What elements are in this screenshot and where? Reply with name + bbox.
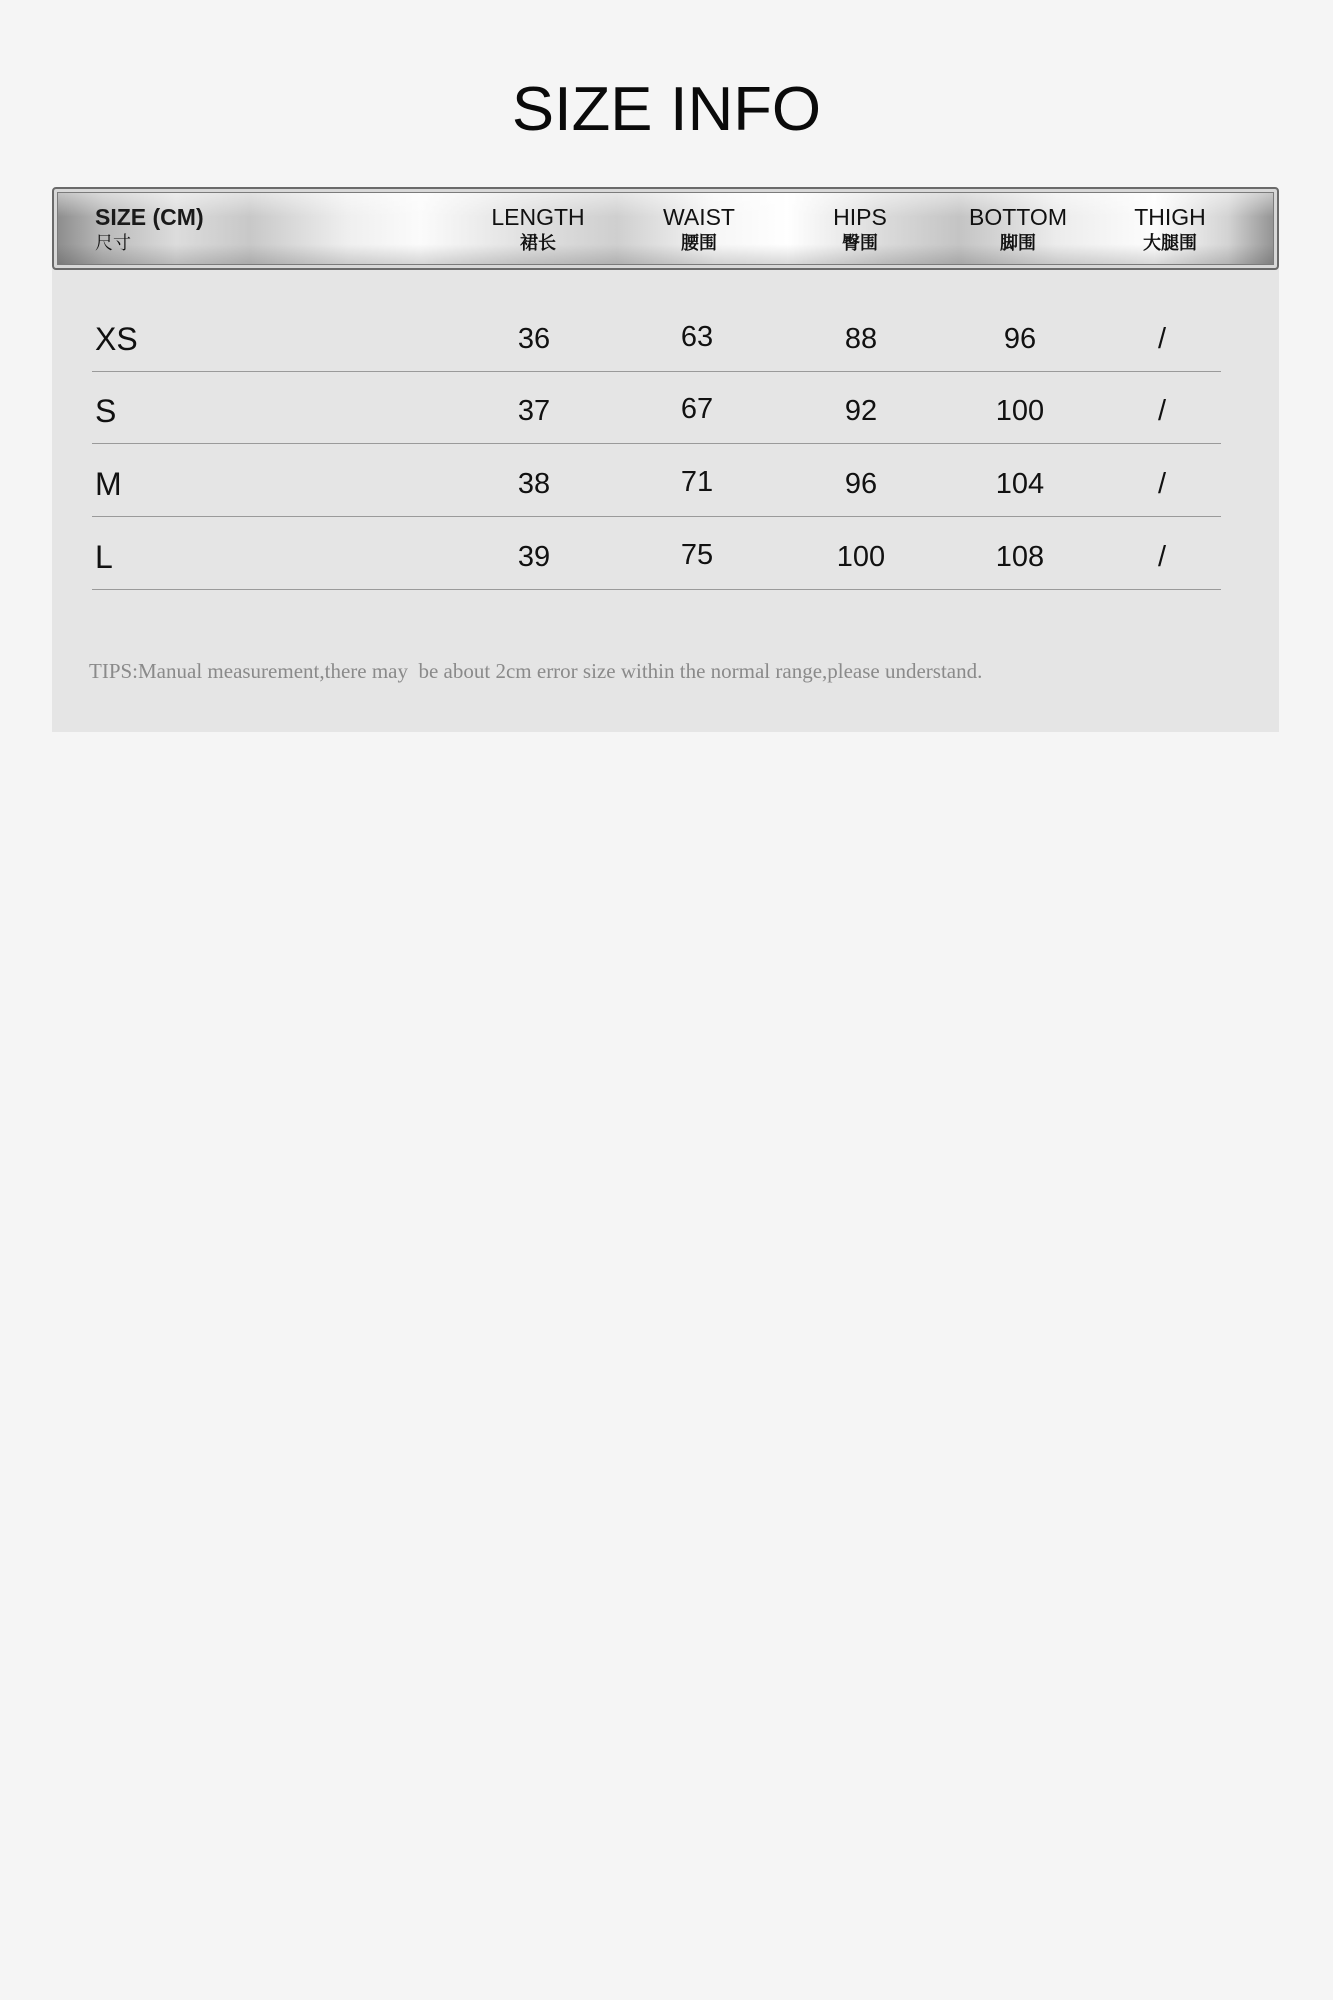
page-title: SIZE INFO bbox=[511, 75, 822, 144]
header-size-zh: 尺寸 bbox=[95, 233, 131, 254]
header-hips-en: HIPS bbox=[833, 204, 887, 230]
table-row bbox=[92, 299, 1221, 372]
table-row bbox=[92, 444, 1221, 517]
row-bottom: 104 bbox=[995, 468, 1045, 500]
header-thigh-en: THIGH bbox=[1134, 204, 1206, 230]
row-hips: 88 bbox=[844, 323, 878, 355]
header-length-en: LENGTH bbox=[491, 204, 585, 230]
row-thigh: / bbox=[1157, 323, 1167, 355]
row-waist: 71 bbox=[680, 466, 714, 498]
row-bottom: 96 bbox=[1003, 323, 1037, 355]
row-thigh: / bbox=[1157, 468, 1167, 500]
header-bottom-en: BOTTOM bbox=[969, 204, 1067, 230]
row-bottom: 100 bbox=[995, 395, 1045, 427]
header-hips-zh: 臀围 bbox=[842, 233, 878, 254]
table-header bbox=[52, 187, 1279, 270]
tips-note: TIPS:Manual measurement,there may be about 2cm error size within the normal range,please understand. bbox=[89, 659, 983, 683]
header-length bbox=[478, 203, 598, 257]
row-size: XS bbox=[95, 321, 138, 357]
row-size: S bbox=[95, 393, 117, 429]
header-waist-en: WAIST bbox=[663, 204, 735, 230]
header-bottom-zh: 脚围 bbox=[1000, 233, 1036, 254]
row-hips: 96 bbox=[844, 468, 878, 500]
header-waist-zh: 腰围 bbox=[681, 233, 717, 254]
row-waist: 67 bbox=[680, 393, 714, 425]
row-waist: 75 bbox=[680, 539, 714, 571]
row-waist: 63 bbox=[680, 321, 714, 353]
row-hips: 92 bbox=[844, 395, 878, 427]
table-row bbox=[92, 371, 1221, 444]
header-thigh bbox=[1110, 203, 1230, 257]
header-thigh-zh: 大腿围 bbox=[1143, 233, 1197, 254]
header-length-zh: 裙长 bbox=[520, 233, 556, 254]
row-length: 38 bbox=[517, 468, 551, 500]
row-size: L bbox=[95, 539, 113, 575]
header-size-en: SIZE (CM) bbox=[95, 204, 204, 230]
header-size bbox=[95, 203, 204, 257]
row-hips: 100 bbox=[836, 541, 886, 573]
row-thigh: / bbox=[1157, 395, 1167, 427]
row-length: 37 bbox=[517, 395, 551, 427]
row-thigh: / bbox=[1157, 541, 1167, 573]
table-row bbox=[92, 517, 1221, 590]
row-bottom: 108 bbox=[995, 541, 1045, 573]
row-length: 36 bbox=[517, 323, 551, 355]
header-hips bbox=[800, 203, 920, 257]
header-waist bbox=[639, 203, 759, 257]
row-size: M bbox=[95, 466, 122, 502]
header-bottom bbox=[948, 203, 1088, 257]
row-length: 39 bbox=[517, 541, 551, 573]
